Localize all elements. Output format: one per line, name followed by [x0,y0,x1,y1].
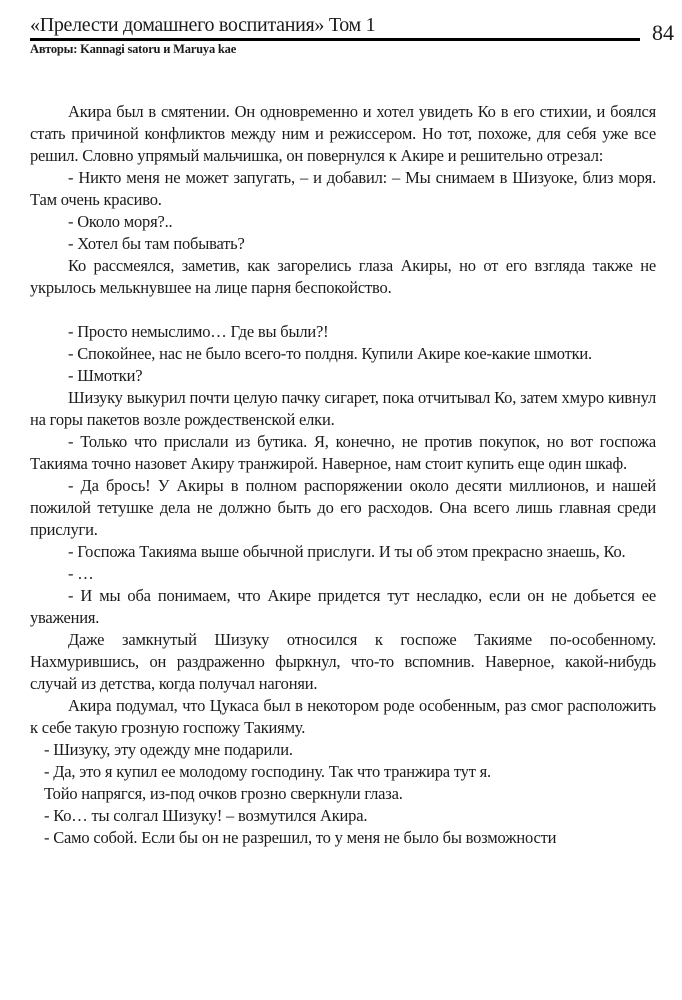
paragraph: - … [68,564,94,583]
paragraph: - Просто немыслимо… Где вы были?! [68,322,329,341]
page-header [0,0,682,57]
paragraph: Ко рассмеялся, заметив, как загорелись глаза Акиры, но от его взгляда также не укрылось мелькнувшее на лице парня беспокойство. [30,256,656,297]
header-rule-row [30,14,674,45]
paragraph: Акира подумал, что Цукаса был в некотором роде особенным, раз смог расположить к себе такую грозную госпожу Такияму. [30,696,656,737]
authors-line: Авторы: Kannagi satoru и Maruya kae [30,42,237,56]
body-text [30,101,656,849]
paragraph: - Никто меня не может запугать, – и добавил: – Мы снимаем в Шизуоке, близ моря. Там очень красиво. [30,168,656,209]
paragraph: - Да, это я купил ее молодому господину. Так что транжира тут я. [44,762,491,781]
paragraph: - Шмотки? [68,366,143,385]
paragraph: - Около моря?.. [68,212,173,231]
paragraph: - Только что прислали из бутика. Я, конечно, не против покупок, но вот госпожа Такияма точно назовет Акиру транжирой. Наверное, нам стоит купить еще один шкаф. [30,432,656,473]
paragraph: Шизуку выкурил почти целую пачку сигарет, пока отчитывал Ко, затем хмуро кивнул на горы пакетов возле рождественской елки. [30,388,656,429]
paragraph: - Спокойнее, нас не было всего-то полдня. Купили Акире кое-какие шмотки. [68,344,592,363]
paragraph: - Да брось! У Акиры в полном распоряжении около десяти миллионов, и нашей пожилой тетушке дела не должно быть до его расходов. Она всего лишь главная среди прислуги. [30,476,656,539]
paragraph: - Само собой. Если бы он не разрешил, то у меня не было бы возможности [44,828,557,847]
paragraph: - Ко… ты солгал Шизуку! – возмутился Акира. [44,806,368,825]
book-title: «Прелести домашнего воспитания» Том 1 [30,14,376,36]
scene-break [30,299,656,321]
paragraph: - Шизуку, эту одежду мне подарили. [44,740,293,759]
paragraph: Акира был в смятении. Он одновременно и хотел увидеть Ко в его стихии, и боялся стать причиной конфликтов между ним и режиссером. Но тот, похоже, для себя уже все решил. Словно упрямый мальчишка, он повернулся к Акире и решительно отрезал: [30,102,656,165]
paragraph: - И мы оба понимаем, что Акире придется тут несладко, если он не добьется ее уважения. [30,586,656,627]
title-underline [30,14,640,41]
paragraph: - Госпожа Такияма выше обычной прислуги. И ты об этом прекрасно знаешь, Ко. [68,542,626,561]
paragraph: Даже замкнутый Шизуку относился к госпоже Такияме по-особенному. Нахмурившись, он раздраженно фыркнул, что-то вспомнив. Наверное, какой-нибудь случай из детства, когда получал нагоняи. [30,630,656,693]
paragraph: Тойо напрягся, из-под очков грозно сверкнули глаза. [44,784,403,803]
page-number: 84 [652,20,674,45]
paragraph: - Хотел бы там побывать? [68,234,245,253]
